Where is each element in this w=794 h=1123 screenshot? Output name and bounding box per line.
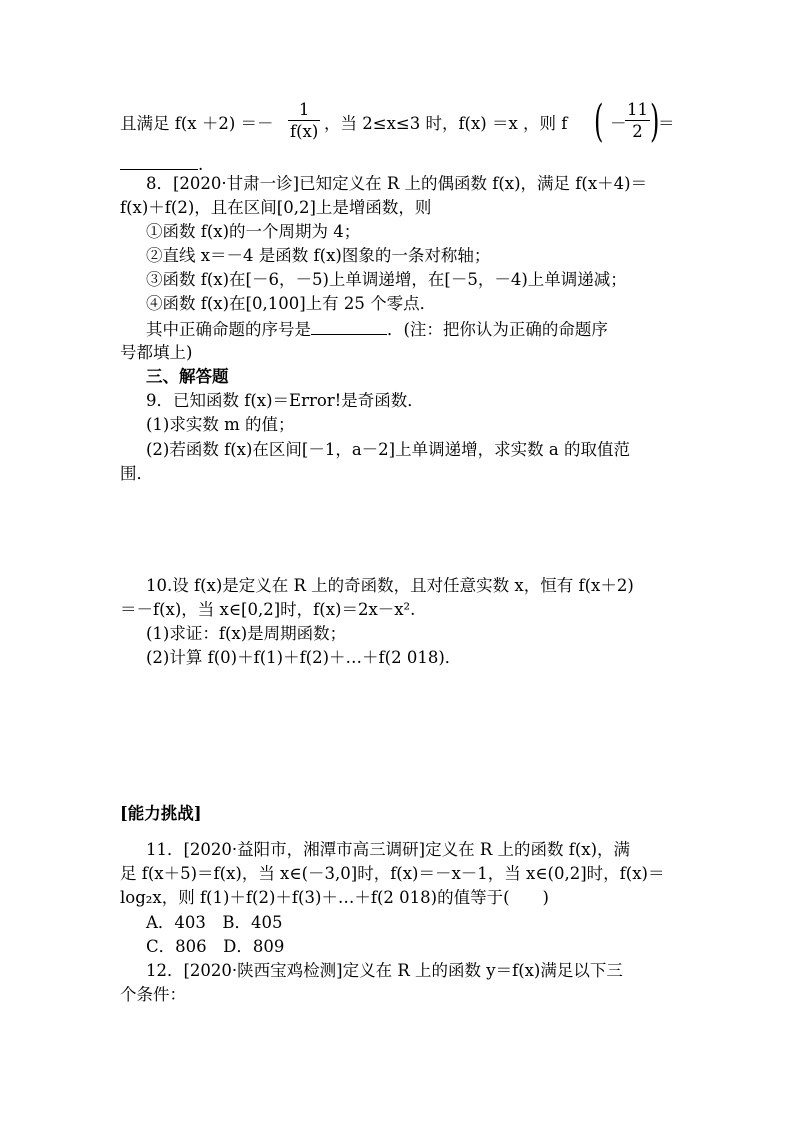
q11-line2: 足 f(x＋5)＝f(x)，当 x∈(－3,0]时，f(x)＝－x－1，当 x∈(0,2]时，f(x)＝ [120,864,665,883]
q9-part2-cont: 围． [120,464,153,483]
q8-ask-suffix: ．(注：把你认为正确的命题序 [387,320,608,339]
fraction-sign: － [610,114,627,133]
line1-middle: ，当 2≤x≤3 时，f(x) ＝x ，则 f [324,114,568,133]
line1-prefix: 且满足 f(x ＋2) ＝－ [120,114,274,133]
left-paren: ( [594,96,604,147]
fraction-one-over-fx [288,100,320,143]
fraction-eleven-halves [625,100,650,143]
q11-options-ab: A．403 B．405 [146,913,283,932]
q9-line1: 9．已知函数 f(x)＝Error!是奇函数． [146,391,424,410]
ability-title: [能力挑战] [120,804,202,823]
q12-line1: 12．[2020·陕西宝鸡检测]定义在 R 上的函数 y＝f(x)满足以下三 [146,961,623,980]
q8-line1: 8．[2020·甘肃一诊]已知定义在 R 上的偶函数 f(x)，满足 f(x＋4)＝ [146,174,648,193]
q8-option-3: ③函数 f(x)在[－6，－5)上单调递增，在[－5，－4)上单调递减； [146,270,627,289]
answer-blank [120,153,198,170]
q8-option-1: ①函数 f(x)的一个周期为 4； [146,222,361,241]
q8-option-4: ④函数 f(x)在[0,100]上有 25 个零点． [146,294,437,313]
q8-ask-prefix: 其中正确命题的序号是 [146,320,311,339]
fraction-denominator: 2 [632,122,643,141]
fraction-numerator: 11 [627,100,648,119]
q9-part1: (1)求实数 m 的值； [146,415,295,434]
q12-line2: 个条件： [120,985,186,1004]
q10-part2: (2)计算 f(0)＋f(1)＋f(2)＋…＋f(2 018)． [146,648,462,667]
answer-blank-line: . [120,153,203,176]
q11-line1: 11．[2020·益阳市，湘潭市高三调研]定义在 R 上的函数 f(x)，满 [146,840,631,859]
fraction-numerator: 1 [288,100,320,121]
line1-suffix: ＝ [658,114,675,133]
q8-line2: f(x)＋f(2)，且在区间[0,2]上是增函数，则 [120,198,432,217]
right-paren: ) [650,96,660,147]
q10-line2: ＝－f(x)，当 x∈[0,2]时，f(x)＝2x－x². [120,600,416,619]
q8-ask-line2: 号都填上) [120,343,193,362]
q8-option-2: ②直线 x＝－4 是函数 f(x)图象的一条对称轴； [146,246,491,265]
fraction-denominator: f(x) [290,122,319,141]
q8-ask [146,318,608,341]
q11-options-cd: C．806 D．809 [146,937,285,956]
q9-part2: (2)若函数 f(x)在区间[－1，a－2]上单调递增，求实数 a 的取值范 [146,440,630,459]
q11-line3: log₂x，则 f(1)＋f(2)＋f(3)＋…＋f(2 018)的值等于( ) [120,888,549,907]
q10-line1: 10.设 f(x)是定义在 R 上的奇函数，且对任意实数 x，恒有 f(x＋2) [146,576,634,595]
q10-part1: (1)求证：f(x)是周期函数； [146,624,347,643]
answer-blank [311,318,387,335]
section-title: 三、解答题 [146,367,229,386]
